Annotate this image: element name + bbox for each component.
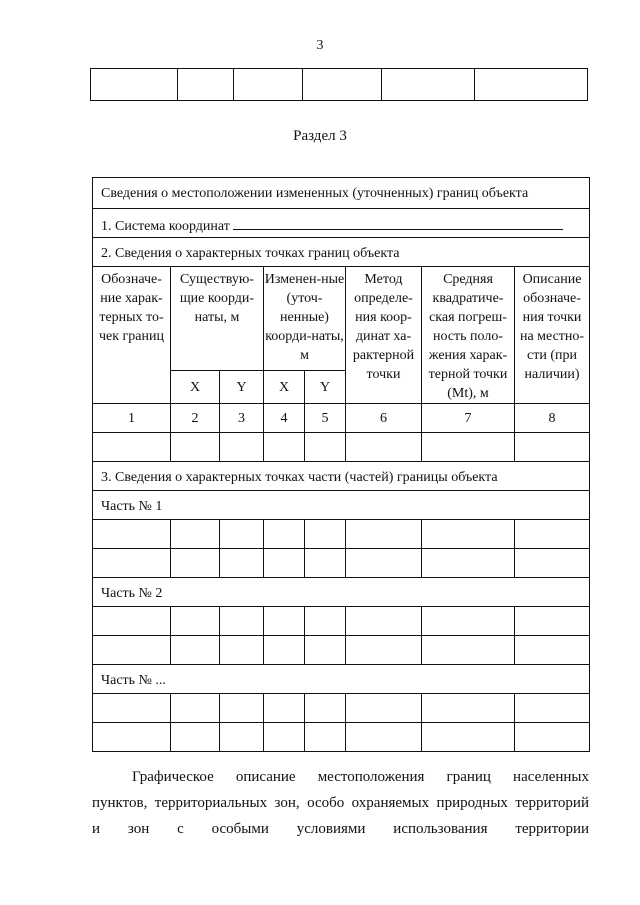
- table-row: [93, 433, 590, 462]
- part-label: Часть № ...: [93, 665, 590, 694]
- table-row: [93, 607, 590, 636]
- paragraph-line-1: Графическое описание местоположения границ населенных: [132, 769, 589, 785]
- column-number: 5: [305, 404, 346, 433]
- parts-section-label: 3. Сведения о характерных точках части (частей) границы объекта: [93, 462, 590, 491]
- header-existing-coords: Существую-щие коорди-наты, м: [171, 267, 264, 371]
- part-label: Часть № 2: [93, 578, 590, 607]
- coordinate-system-row: [93, 209, 590, 238]
- column-number: 7: [422, 404, 515, 433]
- column-number: 1: [93, 404, 171, 433]
- boundary-table: [92, 177, 590, 752]
- header-mean-error: Средняя квадратиче-ская погреш-ность поло-жения харак-терной точки (Mt), м: [422, 267, 515, 404]
- table-cell: [91, 69, 178, 101]
- table-row: [93, 723, 590, 752]
- header-changed-coords: Изменен-ные (уточ-ненные) коорди-наты, м: [264, 267, 346, 371]
- table-row: [93, 636, 590, 665]
- header-x: X: [171, 371, 220, 404]
- header-point-designation: Обозначе-ние харак-терных то-чек границ: [93, 267, 171, 404]
- header-y2: Y: [305, 371, 346, 404]
- column-number: 8: [515, 404, 590, 433]
- points-section-label: 2. Сведения о характерных точках границ объекта: [93, 238, 590, 267]
- header-y: Y: [220, 371, 264, 404]
- column-number: 4: [264, 404, 305, 433]
- table-row: [93, 549, 590, 578]
- column-number: 3: [220, 404, 264, 433]
- table-cell: [178, 69, 234, 101]
- table-cell: [475, 69, 588, 101]
- coordinate-system-label: 1. Система координат: [101, 219, 230, 234]
- header-description: Описание обозначе-ния точки на местно-сти (при наличии): [515, 267, 590, 404]
- page-number: 3: [316, 38, 324, 53]
- header-method: Метод определе-ния коор-динат ха-рактерной точки: [346, 267, 422, 404]
- header-table-fragment: [90, 68, 588, 101]
- table-title: Сведения о местоположении измененных (уточненных) границ объекта: [93, 178, 590, 209]
- table-cell: [382, 69, 475, 101]
- section-title: Раздел 3: [293, 128, 347, 144]
- paragraph-line-3: и зон с особыми условиями использования территории: [92, 821, 589, 837]
- column-number: 6: [346, 404, 422, 433]
- table-cell: [303, 69, 382, 101]
- table-cell: [234, 69, 303, 101]
- part-label: Часть № 1: [93, 491, 590, 520]
- table-row: [93, 520, 590, 549]
- table-row: [93, 694, 590, 723]
- column-number: 2: [171, 404, 220, 433]
- paragraph-line-2: пунктов, территориальных зон, особо охраняемых природных территорий: [92, 795, 589, 811]
- coordinate-system-blank: [233, 215, 563, 230]
- header-x2: X: [264, 371, 305, 404]
